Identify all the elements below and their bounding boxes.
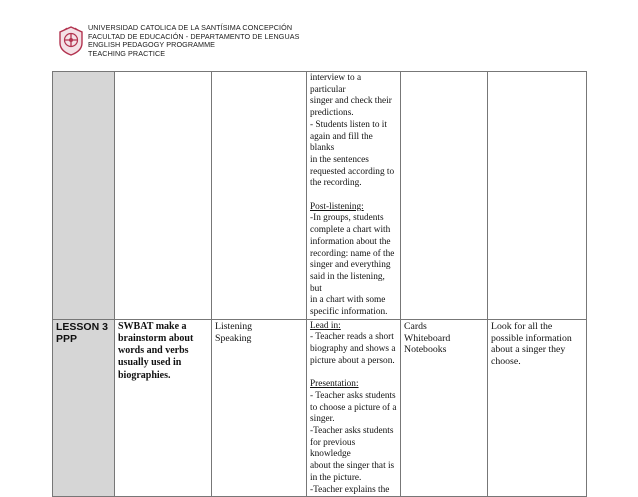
activity-line: - Teacher asks students bbox=[310, 390, 396, 401]
activity-line: said in the listening, but bbox=[310, 271, 385, 294]
materials-cell bbox=[401, 72, 488, 320]
lesson-cell bbox=[53, 72, 115, 320]
activity-line: -Teacher asks students bbox=[310, 426, 394, 437]
table-row bbox=[53, 319, 587, 497]
objective-line: words and verbs bbox=[118, 345, 189, 357]
faculty-name: FACULTAD DE EDUCACIÓN - DEPARTAMENTO DE LENGUAS bbox=[88, 31, 300, 41]
material-item: Notebooks bbox=[404, 344, 447, 356]
task-cell bbox=[488, 72, 587, 320]
activity-line: the recording. bbox=[310, 178, 362, 189]
activity-line: information about the bbox=[310, 236, 391, 247]
material-item: Whiteboard bbox=[404, 332, 451, 344]
activity-line: -Teacher explains the bbox=[310, 484, 390, 495]
university-name: UNIVERSIDAD CATOLICA DE LA SANTÍSIMA CONCEPCIÓN bbox=[88, 23, 293, 32]
activity-line: -In groups, students bbox=[310, 213, 384, 224]
material-item: Cards bbox=[404, 320, 427, 332]
task-cell bbox=[488, 319, 587, 497]
programme-name: ENGLISH PEDAGOGY PROGRAMME bbox=[88, 40, 216, 50]
activity-line: singer. bbox=[310, 414, 335, 425]
university-seal-icon bbox=[58, 26, 84, 56]
activity-line: again and fill the blanks bbox=[310, 131, 373, 154]
objective-line: SWBAT make a bbox=[118, 320, 187, 332]
activity-line: singer and everything bbox=[310, 260, 391, 271]
objective-line: usually used in bbox=[118, 357, 182, 369]
objective-line: biographies. bbox=[118, 369, 171, 381]
skill-item: Listening bbox=[215, 320, 253, 332]
lesson-plan-table bbox=[52, 71, 587, 497]
activity-line: biography and shows a bbox=[310, 344, 396, 355]
task-line: choose. bbox=[491, 356, 521, 368]
activity-line: to choose a picture of a bbox=[310, 402, 397, 413]
activity-line: complete a chart with bbox=[310, 225, 391, 236]
lesson-method: PPP bbox=[56, 333, 78, 346]
document-header bbox=[58, 24, 458, 64]
activity-line: predictions. bbox=[310, 108, 354, 119]
skills-cell bbox=[212, 72, 307, 320]
skills-cell bbox=[212, 319, 307, 497]
activity-line: picture about a person. bbox=[310, 355, 395, 366]
activity-line: requested according to bbox=[310, 166, 395, 177]
activity-line: for previous knowledge bbox=[310, 437, 356, 460]
objective-cell bbox=[115, 72, 212, 320]
materials-cell bbox=[401, 319, 488, 497]
activity-line: in the picture. bbox=[310, 472, 362, 483]
activity-line: in a chart with some bbox=[310, 295, 386, 306]
post-listening-heading: Post-listening: bbox=[310, 201, 364, 212]
lesson-number: LESSON 3 bbox=[56, 320, 108, 333]
lesson-cell bbox=[53, 319, 115, 497]
task-line: about a singer they bbox=[491, 344, 566, 356]
objective-line: brainstorm about bbox=[118, 332, 194, 344]
presentation-heading: Presentation: bbox=[310, 379, 359, 390]
activity-line: about the singer that is bbox=[310, 461, 395, 472]
activities-cell bbox=[307, 72, 401, 320]
activity-line: singer and check their bbox=[310, 96, 392, 107]
lead-in-heading: Lead in: bbox=[310, 320, 341, 331]
task-line: possible information bbox=[491, 332, 572, 344]
activities-cell bbox=[307, 319, 401, 497]
objective-cell bbox=[115, 319, 212, 497]
task-line: Look for all the bbox=[491, 320, 553, 332]
skill-item: Speaking bbox=[215, 332, 252, 344]
activity-line: - Teacher reads a short bbox=[310, 332, 394, 343]
activity-line: - Students listen to it bbox=[310, 119, 387, 130]
header-text bbox=[88, 24, 300, 58]
activity-line: specific information. bbox=[310, 307, 388, 318]
activity-line: recording: name of the bbox=[310, 248, 395, 259]
table-row bbox=[53, 72, 587, 320]
practice-name: TEACHING PRACTICE bbox=[88, 48, 166, 58]
activity-line: interview to a particular bbox=[310, 73, 362, 95]
activity-line: in the sentences bbox=[310, 154, 369, 165]
